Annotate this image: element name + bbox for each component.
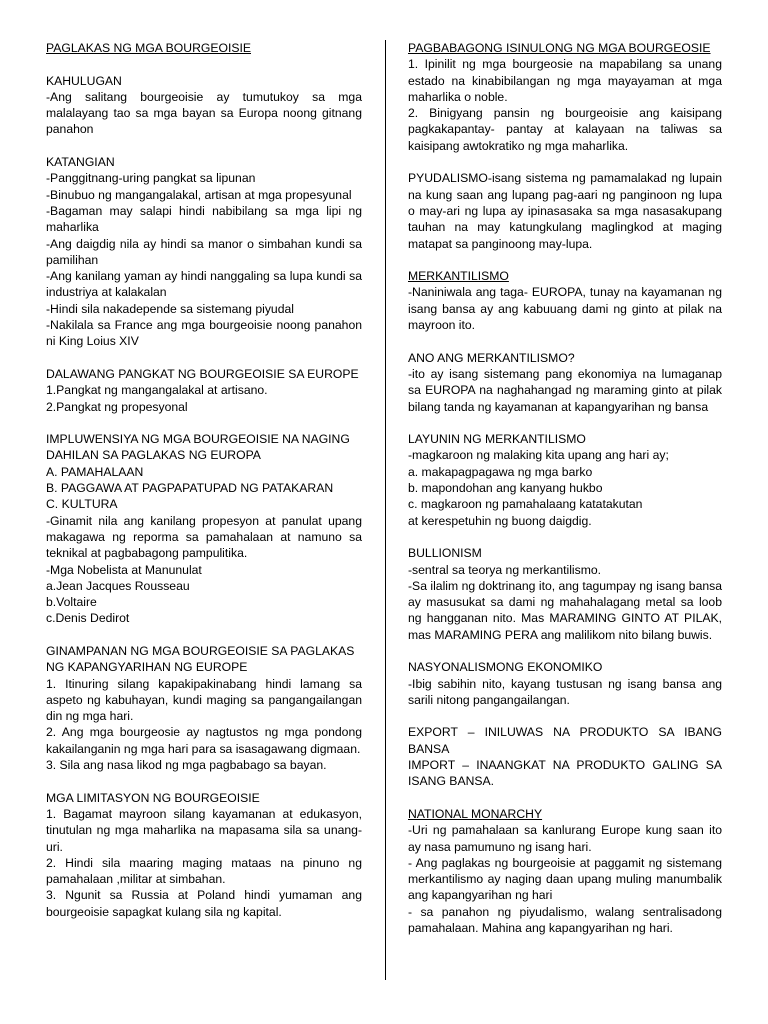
section-heading: PAGLAKAS NG MGA BOURGEOISIE (46, 41, 251, 55)
column-divider (385, 40, 386, 980)
left-section (46, 40, 362, 56)
body-line: PYUDALISMO-isang sistema ng pamamalakad ng lupain na kung saan ang lupang pag-aari ng panginoon ng lupa o may-ari ng lupa ay ipinasasaka sa mga nasasakupang tauhan na may katungkulang maglingkod at maging matapat sa panginoong may-lupa. (408, 171, 722, 251)
body-line: -Bagaman may salapi hindi nabibilang sa mga lipi ng maharlika (46, 203, 362, 235)
body-line: -Sa ilalim ng doktrinang ito, ang tagumpay ng isang bansa ay masusukat sa dami ng mahahalagang metal sa loob ng hangganan nito. Mas MARAMING GINTO AT PILAK, mas MARAMING PERA ang malilikom nito bilang buwis. (408, 578, 722, 642)
right-section (408, 431, 722, 529)
body-line: -Ang salitang bourgeoisie ay tumutukoy sa mga malalayang tao sa mga bayan sa Europa noong gitnang panahon (46, 89, 362, 137)
body-line: -Hindi sila nakadepende sa sistemang piyudal (46, 301, 294, 316)
section-heading: BULLIONISM (408, 546, 482, 561)
section-heading: NASYONALISMONG EKONOMIKO (408, 660, 603, 675)
body-line: a. makapagpagawa ng mga barko (408, 464, 593, 479)
right-section (408, 350, 722, 415)
body-line: IMPORT – INAANGKAT NA PRODUKTO GALING SA ISANG BANSA. (408, 758, 722, 789)
section-heading: MGA LIMITASYON NG BOURGEOISIE (46, 790, 260, 805)
body-line: 3. Sila ang nasa likod ng mga pagbabago sa bayan. (46, 758, 327, 773)
body-line: -ito ay isang sistemang pang ekonomiya na lumaganap sa EUROPA na naghahangad ng maraming ginto at pilak bilang tanda ng kayamanan at kapangyarihan ng bansa (408, 366, 722, 414)
body-line: -Nakilala sa France ang mga bourgeoisie noong panahon ni King Loius XIV (46, 318, 362, 349)
body-line: -Ang daigdig nila ay hindi sa manor o simbahan kundi sa pamilihan (46, 236, 362, 267)
left-section (46, 790, 362, 920)
body-line: -Ginamit nila ang kanilang propesyon at panulat upang makagawa ng reporma sa pamahalaan at namuno sa teknikal at pagbabagong pampulitika. (46, 513, 362, 561)
left-section (46, 366, 362, 415)
section-heading: ANO ANG MERKANTILISMO? (408, 350, 575, 365)
body-line: -Panggitnang-uring pangkat sa lipunan (46, 171, 256, 186)
body-line: - Ang paglakas ng bourgeoisie at paggamit ng sistemang merkantilismo ay naging daan upang muling manumbalik ang kapangyarihan ng hari (408, 855, 722, 903)
body-line: 3. Ngunit sa Russia at Poland hindi yumaman ang bourgeoisie sapagkat kulang sila ng kapital. (46, 888, 362, 919)
body-line: - sa panahon ng piyudalismo, walang sentralisadong pamahalaan. Mahina ang kapangyarihan ng hari. (408, 904, 722, 936)
left-section (46, 73, 362, 138)
body-line: -Naniniwala ang taga- EUROPA, tunay na kayamanan ng isang bansa ay ang kabuuang dami ng ginto at pilak na mayroon ito. (408, 285, 722, 333)
body-line: 2. Binigyang pansin ng bourgeoisie ang kaisipang pagkakapantay- pantay at kalayaan na taliwas sa kaisipang awtokratiko ng mga maharlika. (408, 106, 722, 153)
right-section (408, 659, 722, 708)
section-heading: IMPLUWENSIYA NG MGA BOURGEOISIE NA NAGING DAHILAN SA PAGLAKAS NG EUROPA (46, 432, 350, 463)
section-heading: NATIONAL MONARCHY (408, 806, 543, 821)
body-line: b.Voltaire (46, 595, 97, 610)
body-line: 1. Bagamat mayroon silang kayamanan at edukasyon, tinutulan ng mga maharlika na mapasama sila sa unang-uri. (46, 806, 362, 854)
left-section (46, 431, 362, 627)
body-line: -Mga Nobelista at Manunulat (46, 562, 202, 577)
body-line: 2. Ang mga bourgeosie ay nagtustos ng mga pondong kakailanganin ng mga hari para sa isasagawang digmaan. (46, 725, 362, 756)
body-line: 2. Hindi sila maaring maging mataas na pinuno ng pamahalaan ,militar at simbahan. (46, 855, 362, 887)
section-heading: KATANGIAN (46, 155, 115, 170)
body-line: 1.Pangkat ng mangangalakal at artisano. (46, 383, 268, 398)
body-line: at kerespetuhin ng buong daigdig. (408, 513, 592, 528)
right-section (408, 170, 722, 251)
body-line: 1. Itinuring silang kapakipakinabang hindi lamang sa aspeto ng kabuhayan, kundi maging sa pangangailangan din ng mga hari. (46, 676, 362, 724)
body-line: -Ibig sabihin nito, kayang tustusan ng isang bansa ang sarili nitong pangangailangan. (408, 676, 722, 707)
left-section (46, 643, 362, 773)
body-line: C. KULTURA (46, 497, 118, 512)
right-section (408, 268, 722, 333)
section-heading: DALAWANG PANGKAT NG BOURGEOISIE SA EUROPE (46, 366, 359, 381)
body-line: 1. Ipinilit ng mga bourgeosie na mapabilang sa unang estado na kinabibilangan ng mga mayayaman at mga maharlika o noble. (408, 57, 722, 104)
body-line: A. PAMAHALAAN (46, 464, 144, 479)
section-heading: GINAMPANAN NG MGA BOURGEOISIE SA PAGLAKAS NG KAPANGYARIHAN NG EUROPE (46, 643, 355, 675)
right-column (408, 40, 722, 953)
right-section (408, 545, 722, 643)
body-line: 2.Pangkat ng propesyonal (46, 399, 188, 414)
section-heading: LAYUNIN NG MERKANTILISMO (408, 432, 586, 447)
left-section (46, 154, 362, 350)
body-line: a.Jean Jacques Rousseau (46, 578, 190, 593)
body-line: EXPORT – INILUWAS NA PRODUKTO SA IBANG BANSA (408, 725, 722, 756)
body-line: c. magkaroon ng pamahalaang katatakutan (408, 497, 643, 512)
body-line: -Uri ng pamahalaan sa kanlurang Europe kung saan ito ay nasa pamumuno ng isang hari. (408, 823, 722, 854)
section-heading: PAGBABAGONG ISINULONG NG MGA BOURGEOSIE (408, 41, 711, 55)
left-column (46, 40, 362, 936)
right-section (408, 806, 722, 936)
body-line: -Binubuo ng mangangalakal, artisan at mga propesyunal (46, 187, 352, 202)
section-heading: MERKANTILISMO (408, 269, 509, 284)
body-line: -magkaroon ng malaking kita upang ang hari ay; (408, 448, 669, 463)
body-line: -Ang kanilang yaman ay hindi nanggaling sa lupa kundi sa industriya at kalakalan (46, 269, 362, 300)
right-section (408, 724, 722, 789)
body-line: B. PAGGAWA AT PAGPAPATUPAD NG PATAKARAN (46, 481, 334, 496)
body-line: -sentral sa teorya ng merkantilismo. (408, 562, 602, 577)
section-heading: KAHULUGAN (46, 73, 122, 88)
body-line: c.Denis Dedirot (46, 611, 130, 626)
body-line: b. mapondohan ang kanyang hukbo (408, 481, 603, 496)
right-section (408, 40, 722, 154)
